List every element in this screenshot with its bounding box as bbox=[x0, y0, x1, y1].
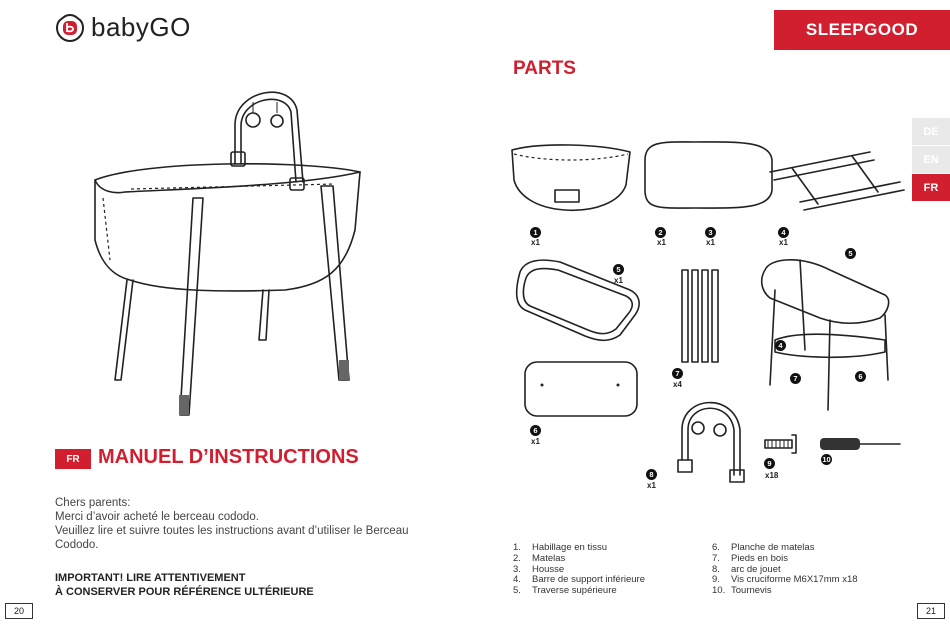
callout-qty: x1 bbox=[531, 437, 540, 446]
intro-line: Veuillez lire et suivre toutes les instructions avant d’utiliser le Berceau bbox=[55, 525, 409, 537]
callout-badge: 1 bbox=[530, 227, 541, 238]
callout-qty: x18 bbox=[765, 471, 779, 480]
basket bbox=[95, 164, 360, 291]
part-toy-arch bbox=[678, 403, 744, 482]
callout-qty: x1 bbox=[779, 238, 788, 247]
callout-badge: 8 bbox=[646, 469, 657, 480]
lang-tab-de[interactable]: DE bbox=[912, 118, 950, 145]
important-line: IMPORTANT! LIRE ATTENTIVEMENT bbox=[55, 572, 246, 584]
callout-badge: 5 bbox=[613, 264, 624, 275]
intro-line: Chers parents: bbox=[55, 497, 131, 509]
intro-text bbox=[55, 496, 425, 552]
list-item: 5. Traverse supérieure bbox=[513, 585, 617, 597]
front-left-leg bbox=[180, 198, 203, 415]
list-item: 2. Matelas bbox=[513, 552, 566, 564]
brand-logo bbox=[55, 12, 191, 43]
list-item: 3. Housse bbox=[513, 563, 565, 575]
assembly-label: 4 bbox=[775, 340, 786, 351]
callout-badge: 9 bbox=[764, 458, 775, 469]
language-badge: FR bbox=[55, 449, 91, 469]
parts-drawings bbox=[500, 130, 910, 500]
callout-badge: 3 bbox=[705, 227, 716, 238]
intro-line: Cododo. bbox=[55, 539, 99, 551]
front-right-leg bbox=[321, 186, 349, 380]
part-fabric-cover bbox=[512, 145, 630, 210]
callout-qty: x1 bbox=[706, 238, 715, 247]
assembly-label: 7 bbox=[790, 373, 801, 384]
brand-name: babyGO bbox=[91, 12, 191, 42]
bassinet-illustration bbox=[85, 80, 385, 420]
part-wooden-legs bbox=[682, 270, 718, 362]
part-bottom-support-bar bbox=[770, 152, 904, 210]
parts-list-right bbox=[712, 543, 858, 597]
callout-qty: x4 bbox=[673, 380, 682, 389]
assembled-frame bbox=[762, 260, 889, 410]
list-item: 6. Planche de matelas bbox=[712, 542, 815, 553]
list-item: 9. Vis cruciforme M6X17mm x18 bbox=[712, 574, 858, 586]
callout-badge: 4 bbox=[778, 227, 789, 238]
part-mattress bbox=[645, 142, 772, 208]
callout-qty: x1 bbox=[531, 238, 540, 247]
manual-title: MANUEL D’INSTRUCTIONS bbox=[98, 446, 359, 468]
callout-badge: 7 bbox=[672, 368, 683, 379]
page-number-right: 21 bbox=[917, 603, 945, 619]
part-mattress-board bbox=[525, 362, 637, 416]
intro-line: Merci d’avoir acheté le berceau cododo. bbox=[55, 511, 259, 523]
assembly-label: 6 bbox=[855, 371, 866, 382]
babygo-logo-icon bbox=[55, 13, 85, 43]
list-item: 10. Tournevis bbox=[712, 585, 772, 597]
lang-tab-en[interactable]: EN bbox=[912, 146, 950, 173]
elephant-toy-icon bbox=[246, 113, 260, 127]
part-screws bbox=[765, 435, 796, 453]
product-tab: SLEEPGOOD bbox=[774, 10, 950, 50]
lang-tab-fr[interactable]: FR bbox=[912, 174, 950, 201]
list-item: 8. arc de jouet bbox=[712, 563, 781, 575]
part-screwdriver bbox=[820, 438, 900, 450]
parts-list-left bbox=[513, 543, 645, 597]
callout-badge: 6 bbox=[530, 425, 541, 436]
list-item: 1. Habillage en tissu bbox=[513, 542, 607, 553]
callout-qty: x1 bbox=[614, 276, 623, 285]
animal-toy-icon bbox=[271, 115, 283, 127]
parts-title: PARTS bbox=[513, 58, 576, 79]
list-item: 7. Pieds en bois bbox=[712, 552, 789, 564]
callout-badge: 2 bbox=[655, 227, 666, 238]
page-number-left: 20 bbox=[5, 603, 33, 619]
assembly-label: 5 bbox=[845, 248, 856, 259]
important-notice bbox=[55, 571, 314, 599]
important-line: À CONSERVER POUR RÉFÉRENCE ULTÉRIEURE bbox=[55, 586, 314, 598]
callout-qty: x1 bbox=[657, 238, 666, 247]
callout-badge: 10 bbox=[822, 455, 831, 464]
callout-qty: x1 bbox=[647, 481, 656, 490]
list-item: 4. Barre de support inférieure bbox=[513, 574, 646, 586]
